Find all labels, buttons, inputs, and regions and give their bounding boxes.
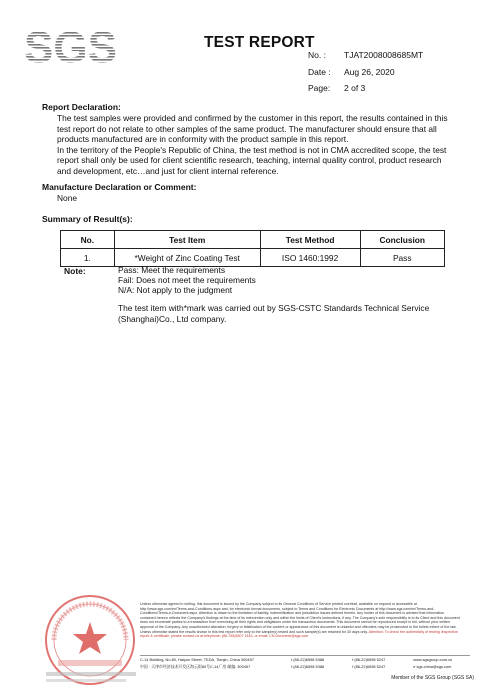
- declaration-text: The test samples were provided and confirmed by the customer in this report, the results contained in this test report do not relate to other samples of the same product. The manufacturer should ensure that all products manufactured are in conformity with the product sample in this report. In the territory of the People's Republic of China, the test method is not in CMA accredited scope, the test report shall only be used for client scientific research, teaching, internal quality control, product research and development, etc…and just for client internal reference.: [57, 113, 448, 176]
- table-header-row: [61, 231, 445, 249]
- page-number: Page: 2 of 3: [308, 83, 366, 93]
- col-no: No.: [61, 231, 115, 249]
- note-pass: Pass: Meet the requirements: [118, 265, 226, 275]
- footer-address-cn: 中国 · 天津市经济技术开发区海云街80号C-14厂房 邮编: 300457 t (86-22)6598 5388 f (86-22)6598 5247 e sgs.china@sgs.com: [140, 664, 452, 669]
- sgs-logo: [22, 20, 117, 72]
- note-lines: [118, 265, 256, 296]
- table-row: [61, 249, 445, 267]
- sgs-group-member: Member of the SGS Group (SGS SA): [391, 675, 474, 681]
- cell-test-method: ISO 1460:1992: [260, 249, 360, 267]
- footer-fine-print: Unless otherwise agreed in writing, this document is issued by the Company subject to its General Conditions of Service printed overleaf, available on request or accessible at http://www.sgs.com/en/Terms-and-Conditions.aspx and, for electronic format documents, subject to Terms and Conditions for Electronic Documents at http://www.sgs.com/en/Terms-and-Conditions/Terms-e-Document.aspx. Attention is drawn to the limitation of liability, indemnification and jurisdiction issues defined therein. Any holder of this document is advised that information contained hereon reflects the Company's findings at the time of its intervention only and within the limits of Client's instructions, if any. The Company's sole responsibility is to its Client and this document does not exonerate parties to a transaction from exercising all their rights and obligations under the transaction documents. This document cannot be reproduced except in full, without prior written approval of the Company. Any unauthorized alteration, forgery or falsification of the content or appearance of this document is unlawful and offenders may be prosecuted to the fullest extent of the law. Unless otherwise stated the results shown in this test report refer only to the sample(s) tested and such sample(s) are retained for 30 days only. Attention: To check the authenticity of testing /inspection report & certificate, please contact us at telephone: (86-755)8307 1443, or email: CN.Doccheck@sgs.com: [140, 602, 460, 639]
- col-conclusion: Conclusion: [360, 231, 445, 249]
- note-fail: Fail: Does not meet the requirements: [118, 275, 256, 286]
- fine-attention: Attention: To check the authenticity of testing /inspection report & certificate, please contact us at telephone: (86-755)8307 1443, or email: CN.Doccheck@sgs.com: [140, 629, 458, 639]
- report-number: No. : TJAT2008008685MT: [308, 50, 424, 60]
- summary-heading: Summary of Result(s):: [42, 214, 133, 224]
- col-test-method: Test Method: [260, 231, 360, 249]
- manufacture-value: None: [57, 193, 78, 203]
- cell-conclusion: Pass: [360, 249, 445, 267]
- summary-table: [60, 230, 445, 267]
- footer-divider: [140, 655, 470, 656]
- logo-text: SGS: [24, 23, 117, 72]
- note-na: N/A: Not apply to the judgment: [118, 285, 233, 296]
- manufacture-heading: Manufacture Declaration or Comment:: [42, 182, 197, 192]
- note-extra: The test item with*mark was carried out by SGS-CSTC Standards Technical Service (Shanghai)Co., Ltd company.: [118, 303, 430, 324]
- note-label: Note:: [64, 266, 86, 276]
- col-test-item: Test Item: [114, 231, 260, 249]
- cell-no: 1.: [61, 249, 115, 267]
- company-seal-stamp: [40, 590, 140, 690]
- cell-test-item: *Weight of Zinc Coating Test: [114, 249, 260, 267]
- declaration-heading: Report Declaration:: [42, 102, 121, 112]
- report-date: Date : Aug 26, 2020: [308, 67, 395, 77]
- footer-address-en: C-14 Building, No.80, Haiyun Street, TEDA, Tianjin, China 300457 t (86-22)6598 5388 f (86-22)6598 5247 www.sgsgroup.com.cn: [140, 657, 453, 662]
- report-title: TEST REPORT: [204, 34, 315, 51]
